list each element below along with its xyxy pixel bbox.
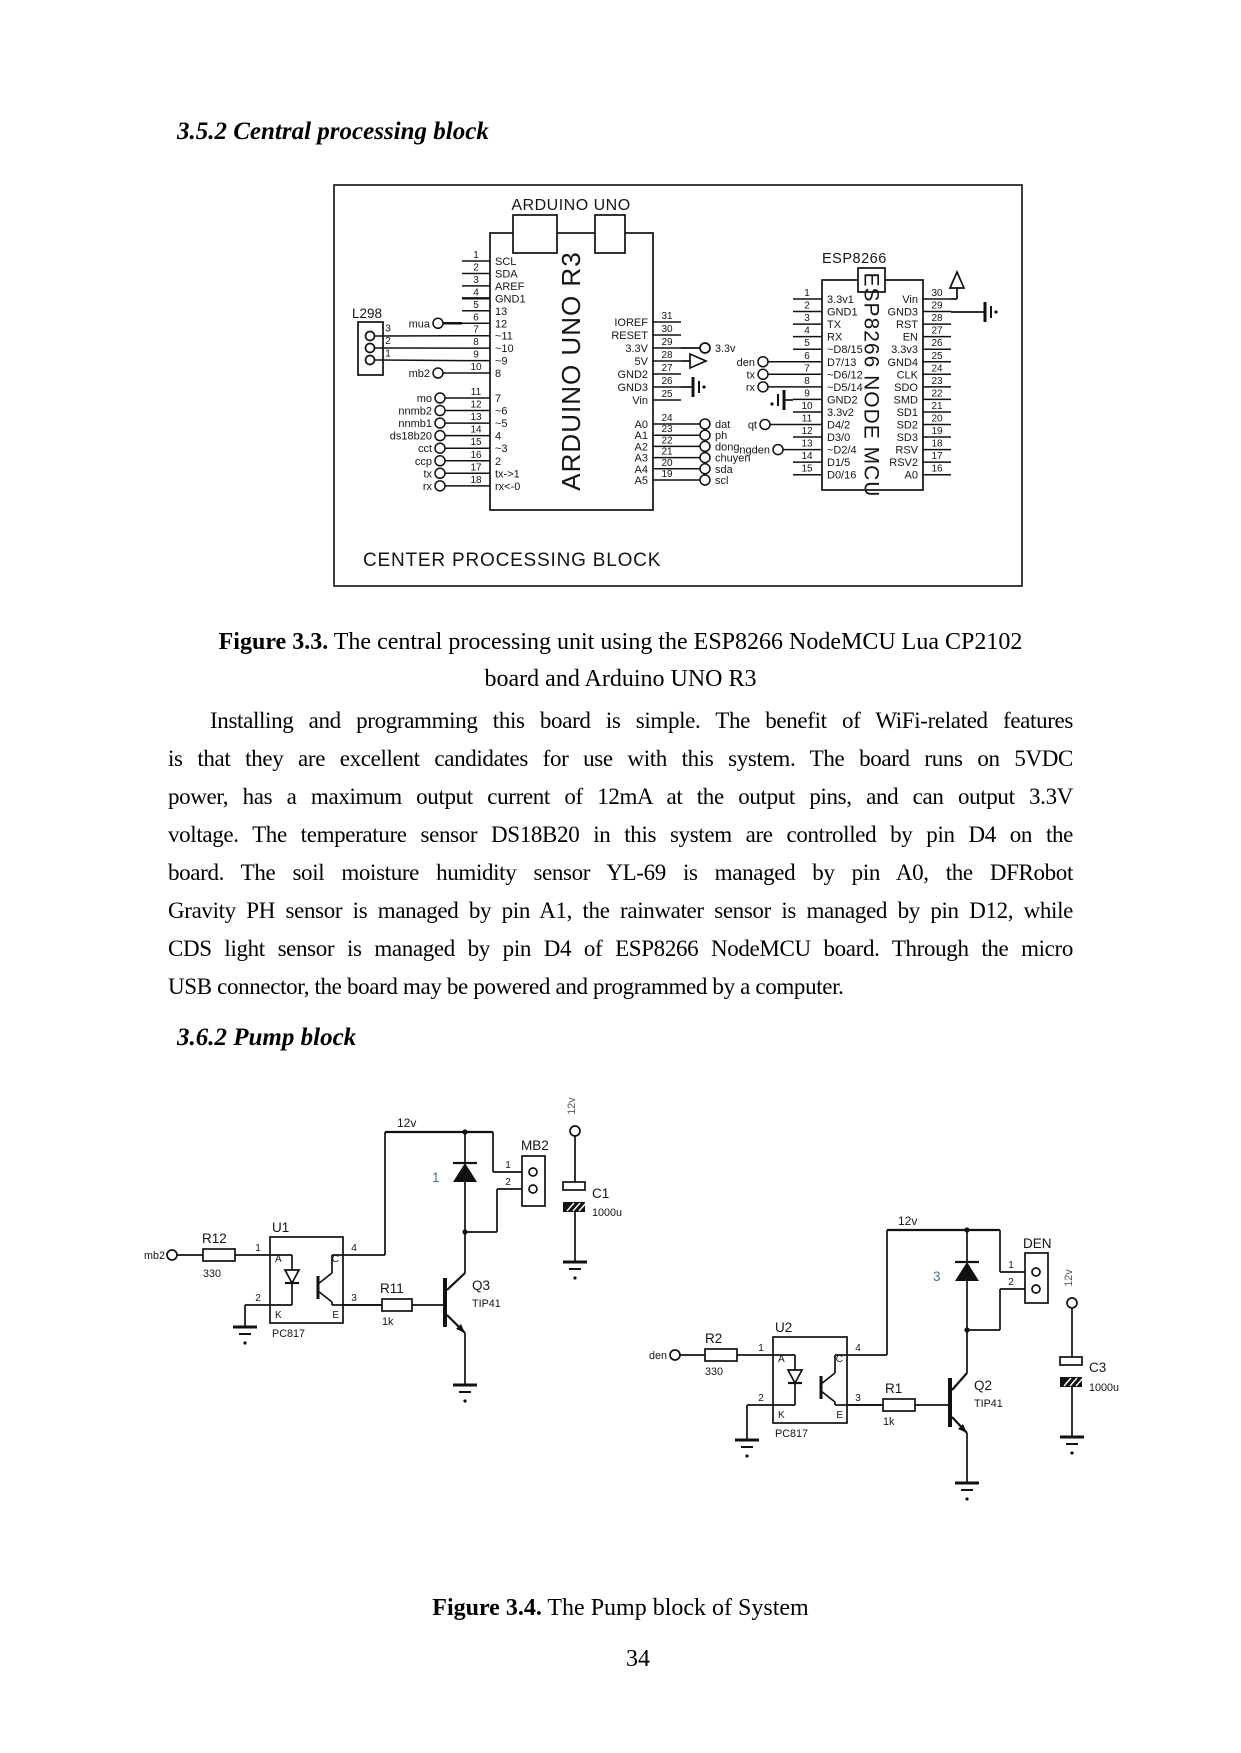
capacitor-c3-icon bbox=[1060, 1357, 1083, 1437]
pin-label: 3.3v1 bbox=[827, 294, 854, 306]
paragraph-line: Gravity PH sensor is managed by pin A1, the rainwater sensor is managed by pin D12, while bbox=[168, 898, 1073, 923]
pin-label: GND3 bbox=[887, 306, 918, 319]
pin-number: 2 bbox=[804, 300, 810, 312]
flyback-diode-icon bbox=[453, 1132, 477, 1232]
pin-number: 1 bbox=[804, 288, 810, 299]
pin-label: A0 bbox=[904, 469, 918, 482]
pin-label: ~5 bbox=[495, 418, 508, 431]
arduino-chip-label: ARDUINO UNO R3 bbox=[555, 251, 586, 491]
33v-label: 3.3v bbox=[715, 343, 736, 355]
conn-pin-number: 1 bbox=[1008, 1260, 1014, 1271]
r1-ref: R1 bbox=[885, 1381, 903, 1396]
signal-label: ngden bbox=[739, 444, 770, 457]
pin-number: 16 bbox=[470, 449, 482, 461]
page-number: 34 bbox=[626, 1646, 650, 1672]
r12-ref: R12 bbox=[202, 1231, 227, 1246]
l298-pin-number: 2 bbox=[385, 336, 391, 348]
terminal-circle bbox=[758, 369, 768, 379]
terminal-circle bbox=[433, 368, 443, 378]
signal-label: chuyen bbox=[715, 452, 751, 465]
u1-ground-icon bbox=[233, 1305, 257, 1345]
c3-value: 1000u bbox=[1089, 1382, 1120, 1394]
terminal-circle bbox=[758, 357, 768, 367]
signal-label: mb2 bbox=[408, 368, 430, 381]
terminal-circle bbox=[700, 453, 710, 463]
pin-number: 19 bbox=[931, 426, 943, 438]
pin-label: A2 bbox=[634, 441, 648, 454]
esp-gnd3-ground-icon bbox=[951, 302, 998, 322]
pin-number: 11 bbox=[470, 387, 482, 398]
pin-label: D3/0 bbox=[827, 432, 851, 445]
pin-number: 22 bbox=[931, 388, 943, 400]
figure1-caption-line2: board and Arduino UNO R3 bbox=[484, 666, 757, 692]
pin-number: 15 bbox=[801, 463, 813, 475]
pin-number: 7 bbox=[473, 324, 479, 336]
den-connector bbox=[1025, 1253, 1048, 1303]
pin-number: 5 bbox=[473, 299, 479, 311]
optocoupler-u2-icon bbox=[747, 1337, 887, 1423]
esp-left-pins bbox=[793, 288, 863, 482]
opto-pin-letter: E bbox=[836, 1410, 843, 1421]
terminal-circle bbox=[758, 382, 768, 392]
pin-label: ~D8/15 bbox=[827, 344, 863, 357]
terminal-circle bbox=[773, 445, 783, 455]
pin-label: 3.3V bbox=[625, 343, 648, 355]
opto-pin-number: 2 bbox=[255, 1293, 261, 1304]
pin-label: 3.3v3 bbox=[891, 344, 918, 357]
pin-label: A5 bbox=[634, 475, 648, 487]
q3-ground-icon bbox=[453, 1385, 477, 1403]
pin-label: SMD bbox=[893, 394, 918, 407]
pin-number: 23 bbox=[661, 424, 673, 436]
r11-ref: R11 bbox=[380, 1281, 404, 1296]
pin-label: RSV bbox=[895, 444, 918, 457]
pin-number: 3 bbox=[473, 274, 479, 286]
pin-label: EN bbox=[902, 331, 918, 344]
figure2-caption bbox=[168, 1590, 1073, 1627]
pin-number: 25 bbox=[661, 389, 673, 400]
signal-label: ph bbox=[715, 430, 728, 443]
r2-value: 330 bbox=[705, 1366, 724, 1378]
pin-label: A0 bbox=[634, 419, 648, 431]
resistor-r1-icon bbox=[883, 1399, 915, 1411]
opto-pin-number: 3 bbox=[855, 1393, 861, 1404]
arduino-title: ARDUINO UNO bbox=[511, 197, 631, 214]
pin-number: 6 bbox=[804, 350, 810, 362]
resistor-r2-icon bbox=[705, 1349, 737, 1361]
esp-vin-power-arrow-icon bbox=[950, 272, 964, 299]
terminal-circle bbox=[435, 456, 445, 466]
flyback-diode-icon bbox=[955, 1230, 979, 1330]
pin-number: 12 bbox=[801, 426, 813, 438]
pin-label: tx->1 bbox=[495, 468, 520, 481]
resistor-r12-icon bbox=[203, 1249, 235, 1261]
pin-label: 8 bbox=[495, 368, 502, 381]
pin-label: ~D5/14 bbox=[827, 381, 863, 394]
pin-label: SCL bbox=[495, 256, 517, 268]
pin-label: rx<-0 bbox=[495, 480, 521, 493]
pin-number: 7 bbox=[804, 363, 810, 375]
u2-part: PC817 bbox=[775, 1428, 809, 1440]
pin-label: AREF bbox=[495, 280, 525, 293]
figure1-caption-line1: Figure 3.3. The central processing unit using the ESP8266 NodeMCU Lua CP2102 bbox=[218, 629, 1023, 655]
figure2-caption-number: Figure 3.4. bbox=[432, 1595, 542, 1621]
pin-number: 21 bbox=[661, 446, 673, 458]
12v-source-label: 12v bbox=[1063, 1269, 1075, 1287]
signal-label: mo bbox=[416, 393, 432, 405]
pin-number: 12 bbox=[470, 399, 482, 411]
usb-connector-symbol bbox=[513, 215, 557, 253]
pin-number: 30 bbox=[661, 324, 673, 335]
opto-pin-letter: A bbox=[778, 1354, 785, 1365]
c1-ref: C1 bbox=[592, 1186, 610, 1201]
esp-gnd2-ground-icon bbox=[770, 390, 793, 410]
figure1-caption bbox=[168, 624, 1073, 698]
signal-label: den bbox=[736, 356, 755, 369]
arduino-5v-power-arrow-icon bbox=[681, 354, 706, 368]
signal-label: ds18b20 bbox=[389, 430, 432, 443]
mb2-connector bbox=[522, 1156, 545, 1206]
signal-label: dat bbox=[715, 419, 731, 431]
body-paragraph bbox=[168, 702, 1073, 1006]
pin-label: A3 bbox=[634, 452, 648, 465]
pin-number: 8 bbox=[804, 375, 810, 387]
transistor-q2-icon bbox=[915, 1373, 967, 1483]
pin-number: 1 bbox=[473, 250, 479, 261]
pin-number: 17 bbox=[470, 462, 482, 474]
pin-number: 11 bbox=[801, 413, 813, 425]
q3-part: TIP41 bbox=[472, 1298, 501, 1310]
c3-ground-icon bbox=[1060, 1437, 1084, 1455]
diode-number: 3 bbox=[933, 1269, 941, 1284]
pin-label: 4 bbox=[495, 430, 502, 443]
pin-label: D1/5 bbox=[827, 457, 851, 470]
signal-label: nnmb1 bbox=[398, 418, 432, 431]
transistor-q3-icon bbox=[412, 1273, 465, 1385]
pin-number: 29 bbox=[661, 337, 673, 348]
esp-chip-label: ESP8266 NODE MCU bbox=[859, 272, 883, 498]
pin-number: 22 bbox=[661, 435, 673, 447]
pin-label: ~11 bbox=[495, 330, 513, 343]
u1-ref: U1 bbox=[272, 1220, 290, 1235]
12v-source-label: 12v bbox=[566, 1097, 578, 1115]
opto-pin-letter: K bbox=[778, 1410, 785, 1421]
pin-number: 4 bbox=[804, 325, 810, 337]
resistor-r11-icon bbox=[382, 1299, 412, 1311]
pin-number: 24 bbox=[661, 413, 673, 424]
capacitor-c1-icon bbox=[563, 1182, 586, 1262]
pin-number: 25 bbox=[931, 350, 943, 362]
signal-label: rx bbox=[745, 381, 755, 394]
figure2-caption-line1: Figure 3.4. The Pump block of System bbox=[432, 1595, 809, 1621]
pin-number: 13 bbox=[801, 438, 813, 450]
opto-pin-letter: C bbox=[835, 1354, 843, 1365]
signal-label: tx bbox=[746, 369, 755, 382]
pump-block-schematic bbox=[130, 1080, 1130, 1520]
signal-label: tx bbox=[423, 468, 432, 481]
rail-12v-label: 12v bbox=[397, 1116, 417, 1130]
esp8266-title: ESP8266 bbox=[822, 251, 887, 267]
pin-label: ~6 bbox=[495, 405, 508, 418]
opto-pin-letter: K bbox=[275, 1310, 282, 1321]
pin-number: 18 bbox=[470, 474, 482, 486]
pin-label: GND2 bbox=[617, 369, 648, 381]
pin-label: RESET bbox=[611, 330, 648, 342]
pin-number: 3 bbox=[804, 313, 810, 325]
pin-label: TX bbox=[827, 319, 842, 332]
opto-pin-number: 2 bbox=[758, 1393, 764, 1404]
q2-ground-icon bbox=[955, 1483, 979, 1501]
l298-pin-number: 3 bbox=[385, 323, 391, 335]
opto-pin-number: 3 bbox=[351, 1293, 357, 1304]
pin-label: IOREF bbox=[614, 317, 648, 329]
pin-label: 5V bbox=[634, 356, 648, 368]
paragraph-line: board. The soil moisture humidity sensor YL-69 is managed by pin A0, the DFRobot bbox=[168, 860, 1073, 885]
pin-number: 30 bbox=[931, 288, 943, 299]
c1-value: 1000u bbox=[592, 1207, 623, 1219]
r11-value: 1k bbox=[382, 1316, 394, 1328]
signal-label: ccp bbox=[414, 455, 432, 468]
pin-label: ~10 bbox=[495, 343, 514, 356]
signal-label: sda bbox=[715, 463, 733, 476]
pin-label: D0/16 bbox=[827, 469, 857, 482]
terminal-circle bbox=[700, 464, 710, 474]
signal-label: nnmb2 bbox=[398, 405, 432, 418]
pin-number: 27 bbox=[931, 325, 943, 337]
pin-label: GND1 bbox=[827, 306, 858, 319]
conn-pin-number: 1 bbox=[505, 1160, 511, 1171]
l298-pin-number: 1 bbox=[385, 348, 391, 360]
den-connector-label: DEN bbox=[1023, 1236, 1052, 1251]
pin-label: ~9 bbox=[495, 355, 508, 368]
l298-label: L298 bbox=[352, 306, 383, 321]
pin-label: ~D2/4 bbox=[827, 444, 857, 457]
paragraph-line: CDS light sensor is managed by pin D4 of ESP8266 NodeMCU board. Through the micro bbox=[168, 936, 1073, 961]
terminal-circle bbox=[435, 406, 445, 416]
pin-label: GND3 bbox=[617, 382, 648, 394]
r2-ref: R2 bbox=[705, 1331, 723, 1346]
pin-label: 13 bbox=[495, 305, 508, 318]
pin-number: 6 bbox=[473, 312, 479, 324]
power-jack-symbol bbox=[595, 215, 625, 253]
pin-label: RSV2 bbox=[889, 457, 918, 470]
paragraph-line: USB connector, the board may be powered and programmed by a computer. bbox=[168, 974, 844, 999]
pin-number: 17 bbox=[931, 451, 943, 463]
u2-ref: U2 bbox=[775, 1320, 793, 1335]
den-input-label: den bbox=[648, 1350, 667, 1362]
opto-pin-number: 4 bbox=[351, 1243, 357, 1254]
signal-label: mua bbox=[408, 318, 430, 331]
u1-part: PC817 bbox=[272, 1328, 306, 1340]
pin-number: 8 bbox=[473, 337, 479, 349]
mb2-input-terminal bbox=[167, 1250, 177, 1260]
pin-label: Vin bbox=[902, 294, 918, 306]
pin-number: 24 bbox=[931, 363, 943, 375]
paragraph-line: voltage. The temperature sensor DS18B20 in this system are controlled by pin D4 on the bbox=[168, 822, 1073, 847]
pin-number: 20 bbox=[661, 457, 673, 469]
pin-label: GND4 bbox=[887, 356, 918, 369]
c1-ground-icon bbox=[563, 1262, 587, 1280]
signal-label: scl bbox=[715, 475, 729, 487]
pin-label: SD2 bbox=[896, 419, 918, 432]
pin-number: 29 bbox=[931, 300, 943, 312]
pin-number: 9 bbox=[804, 388, 810, 400]
terminal-circle bbox=[700, 430, 710, 440]
pin-label: SD1 bbox=[896, 406, 918, 419]
frame-title: CENTER PROCESSING BLOCK bbox=[363, 550, 662, 571]
q3-ref: Q3 bbox=[472, 1278, 491, 1293]
terminal-circle bbox=[433, 318, 443, 328]
wire bbox=[375, 360, 463, 361]
terminal-circle bbox=[435, 418, 445, 428]
pin-number: 26 bbox=[931, 338, 943, 350]
pin-label: ~3 bbox=[495, 443, 508, 456]
opto-pin-letter: C bbox=[331, 1254, 339, 1265]
figure1-caption-number: Figure 3.3. bbox=[218, 629, 329, 655]
signal-label: qt bbox=[747, 419, 757, 432]
terminal-circle bbox=[435, 468, 445, 478]
pin-number: 19 bbox=[661, 469, 673, 480]
opto-pin-number: 1 bbox=[758, 1343, 764, 1354]
r12-value: 330 bbox=[203, 1268, 222, 1280]
terminal-circle bbox=[435, 431, 445, 441]
pin-number: 26 bbox=[661, 376, 673, 387]
pin-number: 15 bbox=[470, 437, 482, 449]
pin-number: 4 bbox=[473, 287, 479, 299]
12v-source-terminal bbox=[1067, 1298, 1077, 1308]
pin-label: 2 bbox=[495, 455, 502, 468]
pin-number: 16 bbox=[931, 463, 943, 475]
pin-label: 7 bbox=[495, 393, 502, 405]
pin-label: A1 bbox=[634, 430, 648, 443]
pin-number: 9 bbox=[473, 349, 479, 361]
pin-label: GND2 bbox=[827, 394, 858, 407]
pin-label: RX bbox=[827, 331, 843, 344]
conn-pin-number: 2 bbox=[1008, 1277, 1014, 1288]
pin-label: SDO bbox=[894, 381, 918, 394]
section-heading-1: 3.5.2 Central processing block bbox=[177, 118, 489, 145]
pin-label: ~D6/12 bbox=[827, 369, 863, 382]
pin-label: CLK bbox=[896, 369, 918, 382]
rail-12v-label: 12v bbox=[898, 1214, 918, 1228]
pin-number: 10 bbox=[470, 362, 482, 374]
paragraph-line: Installing and programming this board is simple. The benefit of WiFi-related features bbox=[210, 708, 1073, 733]
terminal-circle bbox=[760, 420, 770, 430]
pin-label: D4/2 bbox=[827, 419, 851, 432]
pin-number: 23 bbox=[931, 375, 943, 387]
pin-label: Vin bbox=[632, 395, 648, 407]
pin-number: 14 bbox=[801, 451, 813, 463]
paragraph-line: power, has a maximum output current of 12mA at the output pins, and can output 3.3V bbox=[168, 784, 1073, 809]
pin-label: D7/13 bbox=[827, 356, 857, 369]
pin-number: 28 bbox=[661, 350, 673, 361]
paragraph-line: is that they are excellent candidates for use with this system. The board runs on 5VDC bbox=[168, 746, 1073, 771]
terminal-circle bbox=[435, 393, 445, 403]
c3-ref: C3 bbox=[1089, 1360, 1107, 1375]
section-heading-2: 3.6.2 Pump block bbox=[177, 1024, 357, 1051]
pin-label: SDA bbox=[495, 268, 518, 281]
terminal-circle bbox=[700, 475, 710, 485]
den-input-terminal bbox=[670, 1350, 680, 1360]
central-processing-schematic bbox=[333, 184, 1023, 587]
terminal-circle bbox=[700, 441, 710, 451]
pin-label: GND1 bbox=[495, 293, 526, 306]
pin-number: 31 bbox=[661, 311, 673, 322]
r1-value: 1k bbox=[883, 1416, 895, 1428]
arduino-gnd3-ground-icon bbox=[681, 377, 706, 397]
pin-number: 5 bbox=[804, 338, 810, 350]
pin-number: 28 bbox=[931, 313, 943, 325]
opto-pin-letter: E bbox=[332, 1310, 339, 1321]
opto-pin-number: 1 bbox=[255, 1243, 261, 1254]
pin-label: SD3 bbox=[896, 432, 918, 445]
pin-label: 3.3v2 bbox=[827, 406, 854, 419]
pin-number: 21 bbox=[931, 400, 943, 412]
pump-circuit-right bbox=[649, 1214, 1119, 1501]
q2-ref: Q2 bbox=[974, 1378, 993, 1393]
mb2-connector-label: MB2 bbox=[521, 1138, 549, 1153]
pin-number: 10 bbox=[801, 400, 813, 412]
q2-part: TIP41 bbox=[974, 1398, 1003, 1410]
signal-label: dong bbox=[715, 441, 740, 454]
pin-number: 27 bbox=[661, 363, 673, 374]
mb2-input-label: mb2 bbox=[143, 1250, 165, 1262]
12v-source-terminal bbox=[570, 1126, 580, 1136]
pin-number: 14 bbox=[470, 424, 482, 436]
pin-number: 18 bbox=[931, 438, 943, 450]
opto-pin-number: 4 bbox=[855, 1343, 861, 1354]
pin-label: 12 bbox=[495, 318, 508, 331]
optocoupler-u1-icon bbox=[245, 1237, 385, 1323]
diode-number: 1 bbox=[432, 1170, 440, 1185]
pin-number: 20 bbox=[931, 413, 943, 425]
terminal-circle bbox=[435, 443, 445, 453]
opto-pin-letter: A bbox=[275, 1254, 282, 1265]
conn-pin-number: 2 bbox=[505, 1177, 511, 1188]
pin-number: 13 bbox=[470, 412, 482, 424]
u2-ground-icon bbox=[735, 1405, 759, 1458]
pin-label: A4 bbox=[634, 463, 648, 476]
terminal-circle bbox=[700, 419, 710, 429]
signal-label: rx bbox=[422, 480, 432, 493]
signal-label: cct bbox=[417, 443, 432, 456]
pin-label: RST bbox=[896, 319, 918, 332]
pump-circuit-left bbox=[144, 1097, 622, 1403]
terminal-circle bbox=[435, 481, 445, 491]
pin-number: 2 bbox=[473, 262, 479, 274]
